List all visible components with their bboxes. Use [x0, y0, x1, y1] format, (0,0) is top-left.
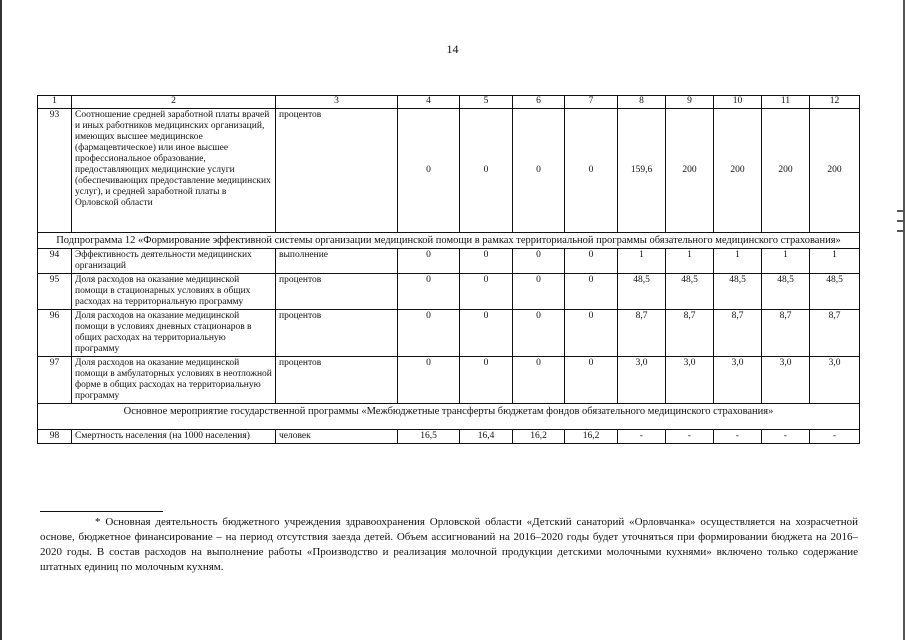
header-cell: 10 — [714, 96, 762, 109]
footnote-rule — [40, 511, 163, 512]
value-cell: 8,7 — [714, 310, 762, 357]
page-number: 14 — [446, 42, 459, 56]
row-number: 96 — [38, 310, 72, 357]
indicator-name: Доля расходов на оказание медицинской помощи в амбулаторных условиях в неотложной форме в общих расходах на территориальную программу — [72, 357, 276, 404]
indicator-name: Доля расходов на оказание медицинской помощи в условиях дневных стационаров в общих расходах на территориальную программу — [72, 310, 276, 357]
edge-mark — [897, 210, 903, 212]
value-cell: 8,7 — [618, 310, 666, 357]
header-cell: 6 — [513, 96, 565, 109]
table-row — [38, 249, 860, 274]
value-cell: 0 — [398, 274, 460, 310]
header-cell: 12 — [810, 96, 860, 109]
value-cell: 0 — [565, 274, 618, 310]
header-cell: 11 — [762, 96, 810, 109]
edge-mark — [897, 220, 903, 222]
value-cell: 1 — [666, 249, 714, 274]
value-cell: 1 — [762, 249, 810, 274]
value-cell: 8,7 — [666, 310, 714, 357]
indicators-table — [37, 95, 860, 444]
value-cell: 16,5 — [398, 430, 460, 444]
value-cell: 0 — [398, 249, 460, 274]
header-cell: 3 — [276, 96, 398, 109]
value-cell: 16,2 — [565, 430, 618, 444]
value-cell: 0 — [460, 310, 513, 357]
header-cell: 1 — [38, 96, 72, 109]
value-cell: 0 — [565, 357, 618, 404]
value-cell: 0 — [398, 310, 460, 357]
value-cell: 0 — [460, 249, 513, 274]
row-number: 93 — [38, 109, 72, 233]
header-cell: 2 — [72, 96, 276, 109]
header-cell: 9 — [666, 96, 714, 109]
indicator-name: Доля расходов на оказание медицинской помощи в стационарных условиях в общих расходах на территориальную программу — [72, 274, 276, 310]
table-row — [38, 310, 860, 357]
section-title: Подпрограмма 12 «Формирование эффективной системы организации медицинской помощи в рамках территориальной программы обязательного медицинского страхования» — [38, 233, 860, 249]
page-edge-left — [0, 0, 2, 640]
header-cell: 8 — [618, 96, 666, 109]
value-cell: - — [666, 430, 714, 444]
table-row — [38, 357, 860, 404]
value-cell: 0 — [565, 249, 618, 274]
value-cell: 16,4 — [460, 430, 513, 444]
section-row — [38, 233, 860, 249]
footnote: * Основная деятельность бюджетного учреждения здравоохранения Орловской области «Детский санаторий «Орловчанка» осуществляется на хозрасчетной основе, бюджетное финансирование – на период отсутствия заезда детей. Объем ассигнований на 2016–2020 годы будет уточняться при формировании бюджета на 2016–2020 годы. В состав расходов на выполнение работы «Производство и реализация молочной продукции детскими молочными кухнями» включено только содержание штатных единиц по молочным кухням. — [40, 516, 858, 573]
value-cell: 3,0 — [762, 357, 810, 404]
table-row — [38, 109, 860, 233]
value-cell: 8,7 — [810, 310, 860, 357]
value-cell: 1 — [618, 249, 666, 274]
value-cell: 48,5 — [762, 274, 810, 310]
value-cell: 200 — [810, 109, 860, 233]
value-cell: - — [810, 430, 860, 444]
row-number: 97 — [38, 357, 72, 404]
value-cell: 0 — [513, 109, 565, 233]
value-cell: 0 — [398, 109, 460, 233]
indicator-name: Эффективность деятельности медицинских организаций — [72, 249, 276, 274]
header-cell: 5 — [460, 96, 513, 109]
row-number: 95 — [38, 274, 72, 310]
value-cell: 0 — [565, 310, 618, 357]
value-cell: 3,0 — [618, 357, 666, 404]
unit-cell: человек — [276, 430, 398, 444]
row-number: 94 — [38, 249, 72, 274]
section-row — [38, 404, 860, 430]
value-cell: 200 — [762, 109, 810, 233]
value-cell: 0 — [513, 310, 565, 357]
value-cell: 16,2 — [513, 430, 565, 444]
value-cell: 0 — [460, 274, 513, 310]
edge-mark — [897, 230, 903, 232]
value-cell: 1 — [810, 249, 860, 274]
row-number: 98 — [38, 430, 72, 444]
table-row — [38, 430, 860, 444]
value-cell: 48,5 — [618, 274, 666, 310]
value-cell: 0 — [460, 357, 513, 404]
value-cell: 0 — [513, 357, 565, 404]
indicator-name: Смертность населения (на 1000 населения) — [72, 430, 276, 444]
value-cell: 3,0 — [810, 357, 860, 404]
table-row — [38, 274, 860, 310]
value-cell: 0 — [565, 109, 618, 233]
unit-cell: процентов — [276, 109, 398, 233]
value-cell: 3,0 — [714, 357, 762, 404]
value-cell: 0 — [513, 249, 565, 274]
section-title: Основное мероприятие государственной программы «Межбюджетные трансферты бюджетам фондов обязательного медицинского страхования» — [38, 404, 860, 430]
value-cell: 3,0 — [666, 357, 714, 404]
unit-cell: процентов — [276, 310, 398, 357]
value-cell: 1 — [714, 249, 762, 274]
value-cell: 48,5 — [714, 274, 762, 310]
unit-cell: выполнение — [276, 249, 398, 274]
unit-cell: процентов — [276, 274, 398, 310]
header-cell: 4 — [398, 96, 460, 109]
value-cell: 48,5 — [810, 274, 860, 310]
value-cell: 48,5 — [666, 274, 714, 310]
table-header-row — [38, 96, 860, 109]
value-cell: 0 — [513, 274, 565, 310]
value-cell: 0 — [398, 357, 460, 404]
header-cell: 7 — [565, 96, 618, 109]
value-cell: - — [714, 430, 762, 444]
value-cell: 200 — [666, 109, 714, 233]
unit-cell: процентов — [276, 357, 398, 404]
value-cell: 200 — [714, 109, 762, 233]
value-cell: 8,7 — [762, 310, 810, 357]
value-cell: - — [618, 430, 666, 444]
value-cell: - — [762, 430, 810, 444]
value-cell: 159,6 — [618, 109, 666, 233]
indicator-name: Соотношение средней заработной платы врачей и иных работников медицинских организаций, имеющих высшее медицинское (фармацевтическое) или иное высшее профессиональное образование, предоставляющих медицинские услуги (обеспечивающих предоставление медицинских услуг), и средней заработной платы в Орловской области — [72, 109, 276, 233]
value-cell: 0 — [460, 109, 513, 233]
